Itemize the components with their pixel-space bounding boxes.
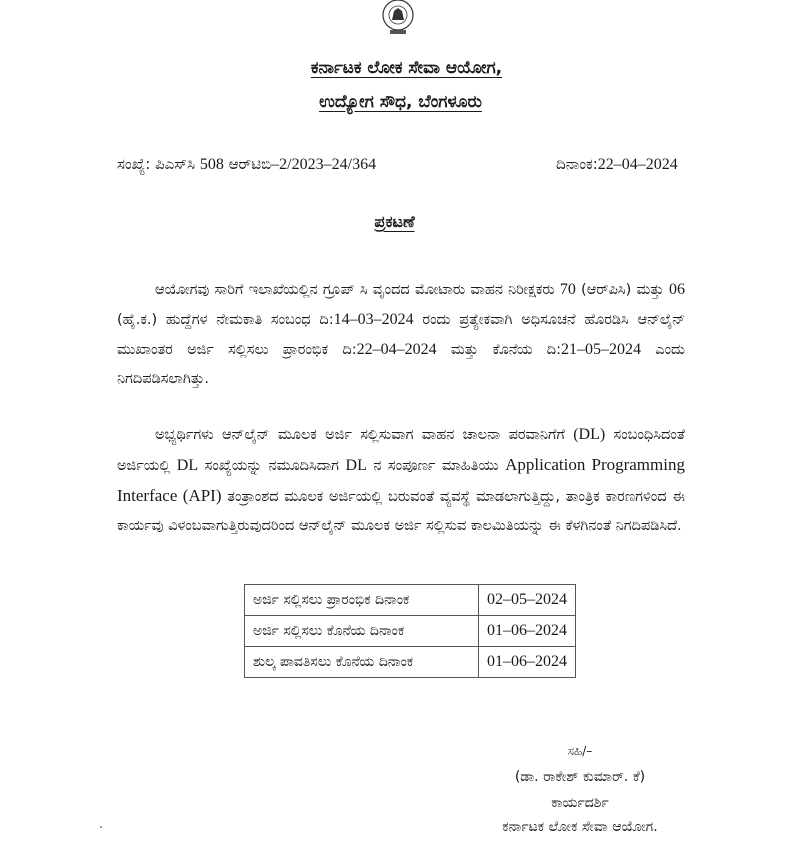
document-date — [556, 155, 678, 174]
p1-start-date: 22–04–2024 — [356, 341, 437, 358]
table-row — [245, 585, 576, 616]
p1-end-date: 21–05–2024 — [561, 341, 642, 358]
p2-dl: DL — [176, 457, 199, 474]
schedule-label: ಅರ್ಜಿ ಸಲ್ಲಿಸಲು ಕೊನೆಯ ದಿನಾಂಕ — [245, 616, 479, 647]
reference-label: ಸಂಖ್ಯೆ: ಪಿಎಸ್‌ಸಿ — [117, 155, 200, 173]
signed-mark: ಸಹಿ/– — [567, 744, 593, 758]
signatory-organization: ಕರ್ನಾಟಕ ಲೋಕ ಸೇವಾ ಆಯೋಗ. — [502, 819, 658, 835]
org-name-text: ಕರ್ನಾಟಕ ಲೋಕ ಸೇವಾ ಆಯೋಗ, — [310, 58, 503, 78]
p2-text: ಅಭ್ಯರ್ಥಿಗಳು ಆನ್‌ಲೈನ್ ಮೂಲಕ ಅರ್ಜಿ ಸಲ್ಲಿಸುವಾಗ ವಾಹನ ಚಾಲನಾ ಪರವಾನಿಗೆಗೆ — [155, 427, 574, 443]
reference-number — [117, 155, 376, 174]
scan-speck — [100, 826, 102, 828]
notice-title — [0, 212, 789, 232]
schedule-label: ಅರ್ಜಿ ಸಲ್ಲಿಸಲು ಪ್ರಾರಂಭಿಕ ದಿನಾಂಕ — [245, 585, 479, 616]
p2-text: ಸಂಬಂಧಿಸಿದಂತೆ ಅರ್ಜಿಯಲ್ಲಿ — [117, 427, 686, 474]
p1-text: (ಹೈ.ಕ.) ಹುದ್ದೆಗಳ ನೇಮಕಾತಿ ಸಂಬಂಧ ದಿ: — [117, 312, 334, 328]
schedule-table — [244, 584, 576, 678]
p2-text: ಸಂಖ್ಯೆಯನ್ನು ನಮೂದಿಸಿದಾಗ — [198, 458, 346, 474]
reference-num: 508 — [199, 156, 224, 173]
state-emblem-icon — [376, 0, 420, 36]
date-label: ದಿನಾಂಕ: — [556, 155, 598, 173]
schedule-label: ಶುಲ್ಕ ಪಾವತಿಸಲು ಕೊನೆಯ ದಿನಾಂಕ — [245, 647, 479, 678]
p1-text: (ಆರ್‌ಪಿಸಿ) ಮತ್ತು — [575, 282, 669, 298]
p2-text: ತಂತ್ರಾಂಶದ ಮೂಲಕ ಅರ್ಜಿಯಲ್ಲಿ ಬರುವಂತೆ ವ್ಯವಸ್ಥೆ ಮಾಡಲಾಗುತ್ತಿದ್ದು, ತಾಂತ್ರಿಕ ಕಾರಣಗಳಿಂದ ಈ ಕಾರ್ಯವು ವಿಳಂಬವಾಗುತ್ತಿರುವುದರಿಂದ ಆನ್‌ಲೈನ್ ಮೂಲಕ ಅರ್ಜಿ ಸಲ್ಲಿಸುವ ಕಾಲಮಿತಿಯನ್ನು ಈ ಕೆಳಗಿನಂತೆ ನಿಗದಿಪಡಿಸಿದೆ. — [117, 489, 685, 534]
paragraph-1 — [117, 275, 685, 394]
reference-suffix: –2/2023–24/364 — [271, 156, 377, 173]
p1-count-rpc: 70 — [559, 281, 576, 298]
signatory-designation: ಕಾರ್ಯದರ್ಶಿ — [551, 795, 609, 811]
table-row — [245, 616, 576, 647]
schedule-value: 02–05–2024 — [479, 585, 576, 616]
schedule-value: 01–06–2024 — [479, 616, 576, 647]
schedule-value: 01–06–2024 — [479, 647, 576, 678]
p2-dl: (DL) — [573, 426, 606, 443]
p1-text: ಆಯೋಗವು ಸಾರಿಗೆ ಇಲಾಖೆಯಲ್ಲಿನ ಗ್ರೂಪ್ ಸಿ ವೃಂದದ ಮೋಟಾರು ವಾಹನ ನಿರೀಕ್ಷಕರು — [155, 282, 560, 298]
org-address-text: ಉದ್ಯೋಗ ಸೌಧ, ಬೆಂಗಳೂರು — [319, 92, 482, 112]
p2-dl: DL — [345, 457, 367, 474]
org-name-heading — [12, 58, 789, 78]
p2-text: ನ ಸಂಪೂರ್ಣ ಮಾಹಿತಿಯು — [366, 458, 506, 474]
p1-count-hk: 06 — [668, 281, 685, 298]
reference-mid: ಆರ್‌ಟಿಬಿ — [223, 155, 272, 173]
org-address-heading — [6, 92, 789, 112]
p1-text: ರಂದು ಪ್ರತ್ಯೇಕವಾಗಿ ಅಧಿಸೂಚನೆ ಹೊರಡಿಸಿ ಆನ್‌ಲೈನ್ ಮುಖಾಂತರ ಅರ್ಜಿ ಸಲ್ಲಿಸಲು ಪ್ರಾರಂಭಿಕ ದಿ: — [117, 312, 685, 358]
signatory-name: (ಡಾ. ರಾಕೇಶ್ ಕುಮಾರ್. ಕೆ) — [514, 769, 646, 785]
p2-api: Application Programming Interface (API) — [117, 455, 685, 505]
p1-text: ಎಂದು ನಿಗದಿಪಡಿಸಲಾಗಿತ್ತು. — [117, 342, 685, 387]
p1-notification-date: 14–03–2024 — [333, 311, 414, 328]
p1-text: ಮತ್ತು ಕೊನೆಯ ದಿ: — [436, 342, 562, 358]
paragraph-2 — [117, 420, 685, 541]
table-row — [245, 647, 576, 678]
notice-title-text: ಪ್ರಕಟಣೆ — [374, 212, 415, 231]
date-value: 22–04–2024 — [597, 156, 678, 173]
